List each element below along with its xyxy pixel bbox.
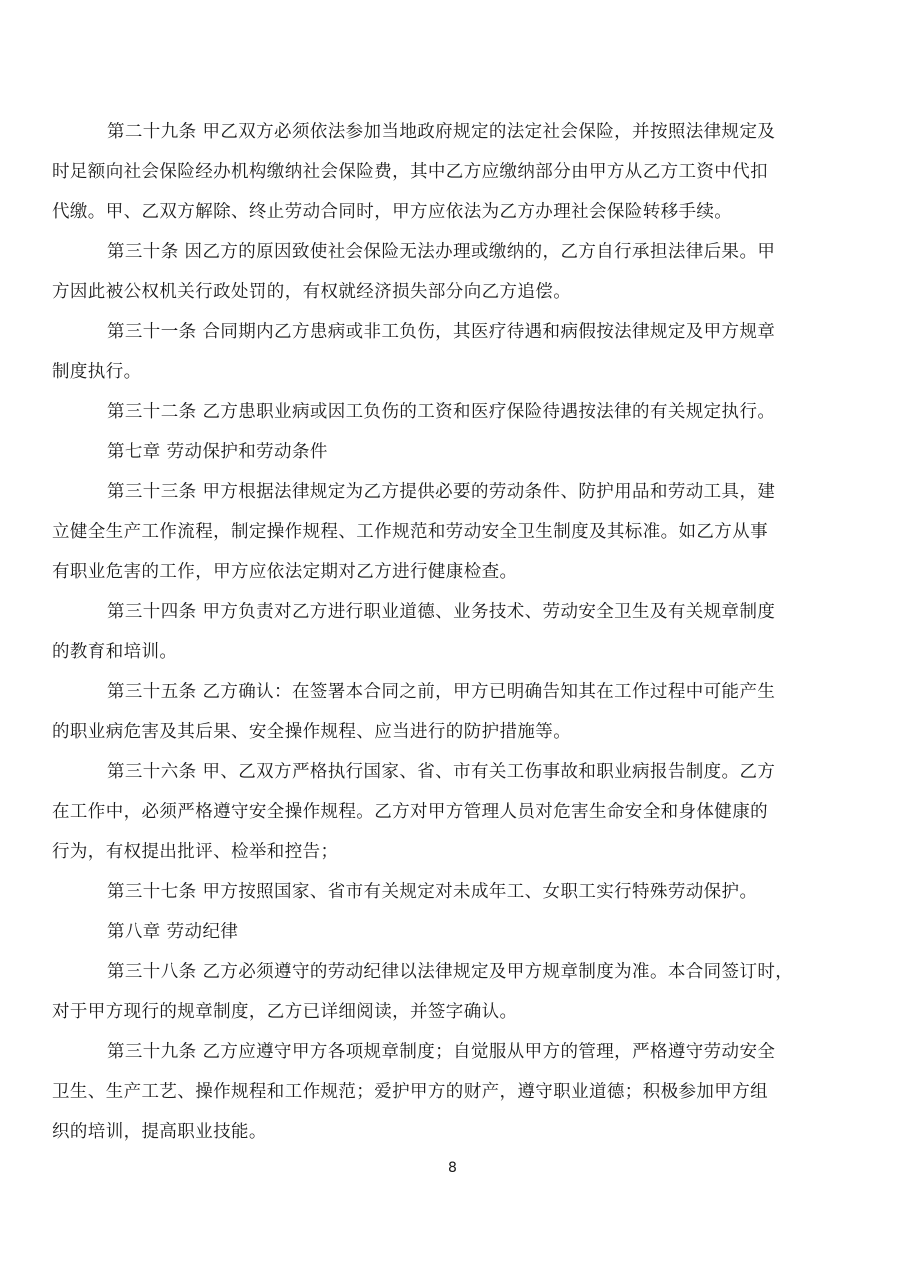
- text-line: 代缴。甲、乙双方解除、终止劳动合同时，甲方应依法为乙方办理社会保险转移手续。: [52, 202, 733, 222]
- text-line: 第三十三条 甲方根据法律规定为乙方提供必要的劳动条件、防护用品和劳动工具，建: [107, 482, 776, 502]
- text-line: 第三十六条 甲、乙双方严格执行国家、省、市有关工伤事故和职业病报告制度。乙方: [107, 762, 776, 782]
- paragraph: [52, 1032, 807, 1152]
- text-line: 时足额向社会保险经办机构缴纳社会保险费，其中乙方应缴纳部分由甲方从乙方工资中代扣: [52, 162, 768, 182]
- page-number: 8: [448, 1160, 457, 1176]
- paragraph: [52, 672, 807, 752]
- paragraph: [52, 472, 807, 592]
- paragraph: [52, 592, 807, 672]
- text-line: 行为，有权提出批评、检举和控告；: [52, 842, 339, 862]
- text-line: 对于甲方现行的规章制度，乙方已详细阅读，并签字确认。: [52, 1002, 518, 1022]
- text-line: 方因此被公权机关行政处罚的，有权就经济损失部分向乙方追偿。: [52, 282, 572, 302]
- text-line: 第三十九条 乙方应遵守甲方各项规章制度；自觉服从甲方的管理，严格遵守劳动安全: [107, 1042, 776, 1062]
- text-line: 第三十八条 乙方必须遵守的劳动纪律以法律规定及甲方规章制度为准。本合同签订时，: [107, 962, 794, 982]
- text-line: 制度执行。: [52, 362, 142, 382]
- text-line: 第三十四条 甲方负责对乙方进行职业道德、业务技术、劳动安全卫生及有关规章制度: [107, 602, 776, 622]
- text-line: 卫生、生产工艺、操作规程和工作规范；爱护甲方的财产，遵守职业道德；积极参加甲方组: [52, 1082, 768, 1102]
- text-line: 的教育和培训。: [52, 642, 178, 662]
- text-line: 第二十九条 甲乙双方必须依法参加当地政府规定的法定社会保险，并按照法律规定及: [107, 122, 776, 142]
- text-line: 第三十二条 乙方患职业病或因工负伤的工资和医疗保险待遇按法律的有关规定执行。: [107, 402, 776, 422]
- paragraph: [52, 232, 807, 312]
- text-line: 第三十五条 乙方确认：在签署本合同之前，甲方已明确告知其在工作过程中可能产生: [107, 682, 776, 702]
- paragraph: [52, 952, 807, 1032]
- text-line: 第八章 劳动纪律: [107, 922, 239, 942]
- text-line: 的职业病危害及其后果、安全操作规程、应当进行的防护措施等。: [52, 722, 572, 742]
- paragraph: [107, 432, 807, 472]
- text-line: 立健全生产工作流程，制定操作规程、工作规范和劳动安全卫生制度及其标准。如乙方从事: [52, 522, 768, 542]
- paragraph: [52, 312, 807, 392]
- paragraph: [107, 392, 807, 432]
- text-line: 第七章 劳动保护和劳动条件: [107, 442, 328, 462]
- paragraph: [107, 872, 807, 912]
- text-line: 第三十条 因乙方的原因致使社会保险无法办理或缴纳的，乙方自行承担法律后果。甲: [107, 242, 776, 262]
- paragraph: [107, 912, 807, 952]
- text-line: 第三十七条 甲方按照国家、省市有关规定对未成年工、女职工实行特殊劳动保护。: [107, 882, 758, 902]
- paragraph: [52, 752, 807, 872]
- text-line: 第三十一条 合同期内乙方患病或非工负伤，其医疗待遇和病假按法律规定及甲方规章: [107, 322, 776, 342]
- text-line: 在工作中，必须严格遵守安全操作规程。乙方对甲方管理人员对危害生命安全和身体健康的: [52, 802, 768, 822]
- text-line: 织的培训，提高职业技能。: [52, 1122, 267, 1142]
- document-body: [52, 112, 807, 1152]
- text-line: 有职业危害的工作，甲方应依法定期对乙方进行健康检查。: [52, 562, 518, 582]
- paragraph: [52, 112, 807, 232]
